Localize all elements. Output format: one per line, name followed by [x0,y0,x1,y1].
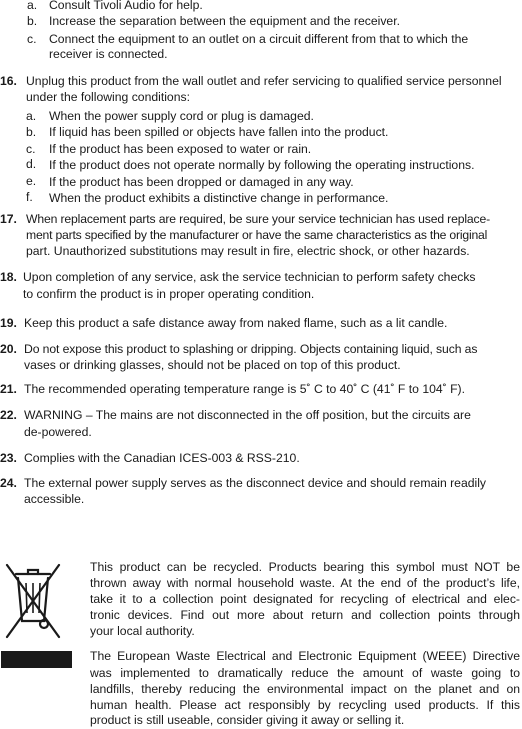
weee-marking-bar [1,651,72,668]
recycling-text: thrown away with normal household waste. At the end of the product’s life, [90,576,520,590]
list-item-text: receiver is connected. [49,47,168,61]
item-number: 19. [0,316,17,330]
list-letter: c. [26,142,36,156]
item-text: de-powered. [24,425,92,439]
list-letter: c. [27,32,37,46]
weee-text: The European Waste Electrical and Electronic Equipment (WEEE) Directive [90,649,520,663]
weee-text: landfills, thereby reducing the environmental impact on the planet and on [90,682,520,696]
item-text: to confirm the product is in proper operating condition. [23,287,315,301]
list-item-text: If the product does not operate normally by following the operating instructions. [49,158,475,172]
list-item-text: If the product has been dropped or damaged in any way. [49,175,354,189]
list-letter: a. [26,109,37,123]
item-text: Keep this product a safe distance away from naked flame, such as a lit candle. [24,316,448,330]
list-item-text: Increase the separation between the equipment and the receiver. [49,14,400,28]
list-item-text: When the product exhibits a distinctive change in performance. [49,191,389,205]
recycling-text: take it to a collection point designated for recycling of electrical and elec- [90,592,520,606]
weee-text: human health. Please act responsibly by recycling used products. If this [90,698,520,712]
list-letter: e. [26,174,37,188]
item-text: WARNING – The mains are not disconnected in the off position, but the circuits are [24,408,471,422]
weee-text: was implemented to dramatically reduce the amount of waste going to [90,666,520,680]
list-item-text: When the power supply cord or plug is damaged. [49,109,314,123]
item-text: The recommended operating temperature range is 5˚ C to 40˚ C (41˚ F to 104˚ F). [24,382,465,396]
item-number: 21. [0,382,17,396]
list-letter: b. [27,14,38,28]
item-text: Upon completion of any service, ask the service technician to perform safety checks [23,270,476,284]
weee-text: product is still useable, consider giving it away or selling it. [90,713,405,727]
item-text: Unplug this product from the wall outlet and refer servicing to qualified service personnel [26,74,502,88]
item-number: 20. [0,342,17,356]
recycling-text: tronic devices. Find out more about return and collection points through [90,608,520,622]
list-item-text: Connect the equipment to an outlet on a circuit different from that to which the [49,32,469,46]
crossed-out-wheeled-bin-icon [4,561,62,641]
item-text: When replacement parts are required, be sure your service technician has used replace- [26,212,491,226]
list-letter: f. [26,190,33,204]
item-number: 16. [0,74,17,88]
item-text: Do not expose this product to splashing or dripping. Objects containing liquid, such as [24,342,478,356]
item-text: The external power supply serves as the disconnect device and should remain readily [24,476,487,490]
list-letter: d. [26,157,37,171]
item-text: Complies with the Canadian ICES-003 & RSS-210. [24,451,300,465]
item-text: ment parts specified by the manufacturer or have the same characteristics as the original [26,228,488,242]
list-letter: b. [26,125,37,139]
item-number: 17. [0,212,17,226]
item-text: accessible. [24,492,85,506]
list-letter: a. [27,0,38,12]
item-number: 22. [0,408,17,422]
item-text: part. Unauthorized substitutions may result in fire, electric shock, or other hazards. [26,244,470,258]
item-text: vases or drinking glasses, should not be placed on top of this product. [24,358,401,372]
list-item-text: Consult Tivoli Audio for help. [49,0,203,12]
item-number: 18. [0,270,17,284]
recycling-text: This product can be recycled. Products bearing this symbol must NOT be [90,560,520,574]
item-text: under the following conditions: [26,90,190,104]
recycling-text: your local authority. [90,624,195,638]
list-item-text: If liquid has been spilled or objects have fallen into the product. [49,125,389,139]
item-number: 24. [0,476,17,490]
item-number: 23. [0,451,17,465]
list-item-text: If the product has been exposed to water or rain. [49,142,312,156]
